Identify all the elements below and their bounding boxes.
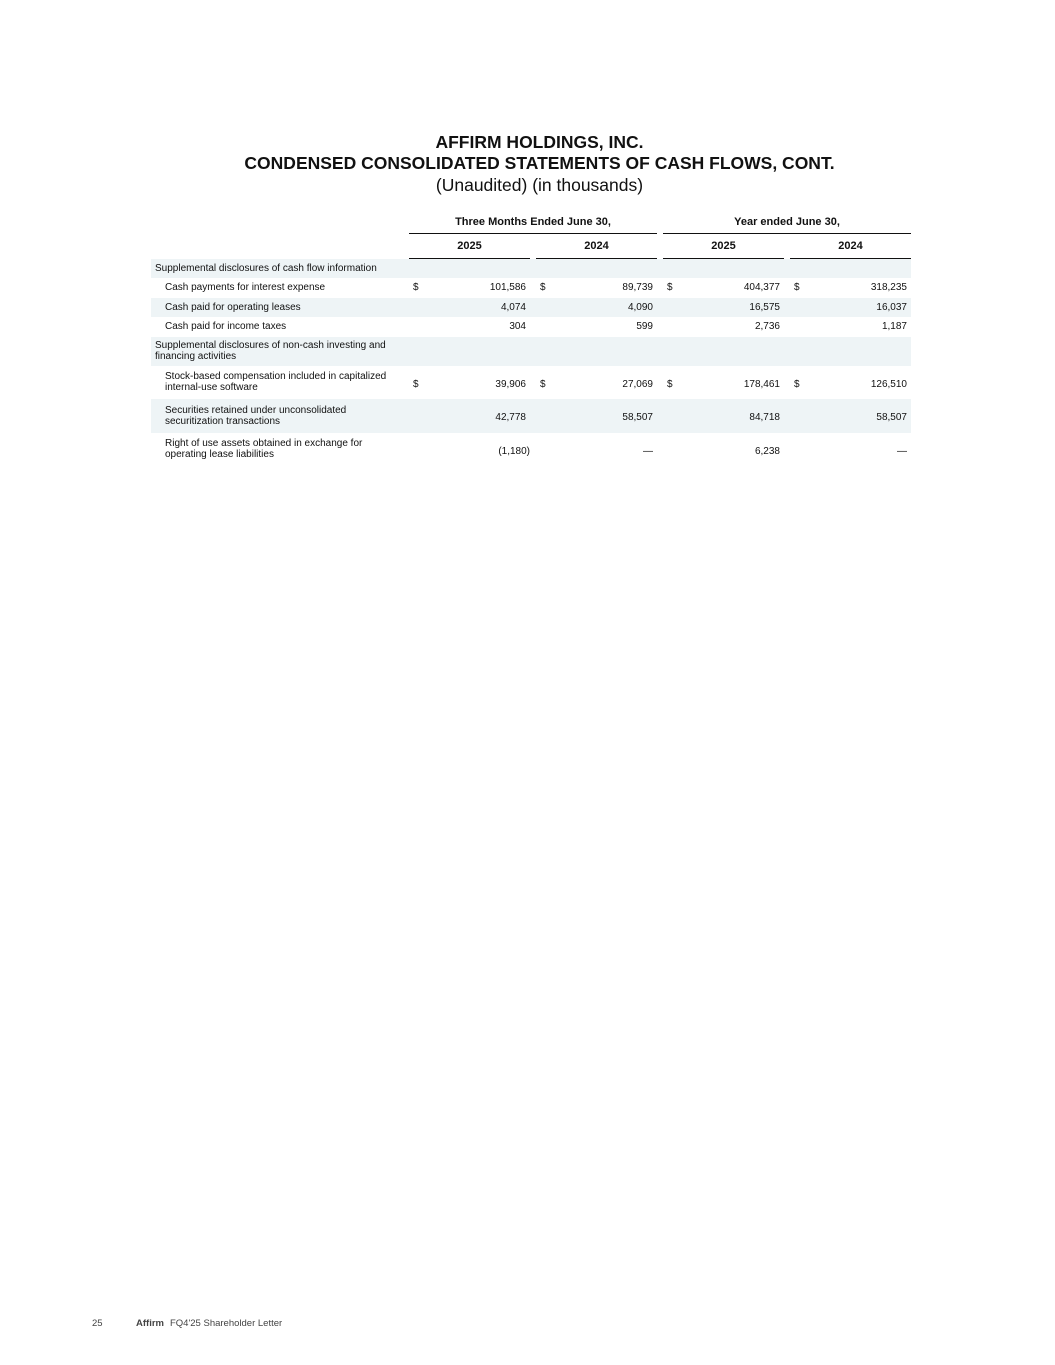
value-cell: 6,238 (754, 445, 780, 457)
page-footer (92, 1318, 282, 1329)
currency-symbol (536, 298, 550, 318)
currency-symbol: $ (794, 378, 800, 390)
period-header-three-months: Three Months Ended June 30, (409, 211, 657, 234)
currency-symbol (409, 317, 423, 337)
year-header-y-2025: 2025 (663, 234, 784, 259)
section-label: Supplemental disclosures of cash flow information (151, 259, 404, 279)
currency-symbol (790, 317, 804, 337)
currency-symbol: $ (667, 282, 673, 294)
value-cell: — (897, 445, 907, 457)
table-row (151, 298, 911, 318)
currency-symbol: $ (413, 282, 419, 294)
currency-symbol: $ (540, 378, 546, 390)
currency-symbol (409, 298, 423, 318)
year-header-q-2025: 2025 (409, 234, 530, 259)
value-cell: 2,736 (754, 321, 780, 333)
currency-symbol (790, 399, 804, 433)
currency-symbol (663, 433, 677, 467)
value-cell: — (643, 445, 653, 457)
value-cell: 4,090 (550, 298, 657, 318)
value-cell: 58,507 (804, 399, 911, 433)
value-cell: 318,235 (870, 282, 907, 294)
currency-symbol (663, 399, 677, 433)
value-cell: 1,187 (881, 321, 907, 333)
table-row (151, 366, 911, 400)
value-cell: 84,718 (677, 399, 784, 433)
value-cell: 16,037 (804, 298, 911, 318)
value-cell: 599 (636, 321, 653, 333)
currency-symbol: $ (413, 378, 419, 390)
section-header-row (151, 259, 911, 279)
statement-title: CONDENSED CONSOLIDATED STATEMENTS OF CASH FLOWS, CONT. (244, 153, 835, 173)
table-row (151, 317, 911, 337)
value-cell: 39,906 (495, 378, 526, 390)
value-cell: 4,074 (423, 298, 530, 318)
currency-symbol (536, 433, 550, 467)
period-header-year: Year ended June 30, (663, 211, 911, 234)
year-header-q-2024: 2024 (536, 234, 657, 259)
value-cell: 58,507 (550, 399, 657, 433)
currency-symbol: $ (540, 282, 546, 294)
value-cell: 101,586 (489, 282, 526, 294)
currency-symbol (536, 399, 550, 433)
row-label: Right of use assets obtained in exchange for operating lease liabilities (165, 438, 363, 461)
page-number: 25 (92, 1318, 103, 1329)
period-header-row (151, 211, 911, 234)
currency-symbol (790, 298, 804, 318)
document-name: FQ4'25 Shareholder Letter (169, 1318, 283, 1329)
row-label: Securities retained under unconsolidated securitization transactions (151, 399, 404, 433)
currency-symbol (409, 399, 423, 433)
value-cell: 16,575 (677, 298, 784, 318)
currency-symbol: $ (667, 378, 673, 390)
company-name: AFFIRM HOLDINGS, INC. (435, 132, 644, 152)
value-cell: 304 (509, 321, 526, 333)
value-cell: 404,377 (743, 282, 780, 294)
year-header-row (151, 234, 911, 259)
cash-flow-table (151, 211, 911, 466)
value-cell: 42,778 (423, 399, 530, 433)
value-cell: 178,461 (743, 378, 780, 390)
table-row (151, 399, 911, 433)
year-header-y-2024: 2024 (790, 234, 911, 259)
value-cell: (1,180) (498, 445, 530, 457)
currency-symbol: $ (794, 282, 800, 294)
table-row (151, 433, 911, 467)
table-row (151, 278, 911, 298)
row-label: Cash paid for operating leases (151, 298, 404, 318)
currency-symbol (663, 298, 677, 318)
section-header-row (151, 337, 911, 366)
section-label: Supplemental disclosures of non-cash investing and financing activities (151, 337, 404, 366)
currency-symbol (536, 317, 550, 337)
row-label: Stock-based compensation included in capitalized internal-use software (165, 371, 387, 394)
brand-name: Affirm (136, 1318, 164, 1329)
row-label: Cash paid for income taxes (165, 321, 287, 333)
statement-subtitle: (Unaudited) (in thousands) (435, 175, 644, 195)
currency-symbol (663, 317, 677, 337)
value-cell: 89,739 (622, 282, 653, 294)
currency-symbol (409, 433, 423, 467)
value-cell: 27,069 (622, 378, 653, 390)
value-cell: 126,510 (870, 378, 907, 390)
row-label: Cash payments for interest expense (165, 282, 326, 294)
currency-symbol (790, 433, 804, 467)
statement-header (0, 132, 1055, 196)
